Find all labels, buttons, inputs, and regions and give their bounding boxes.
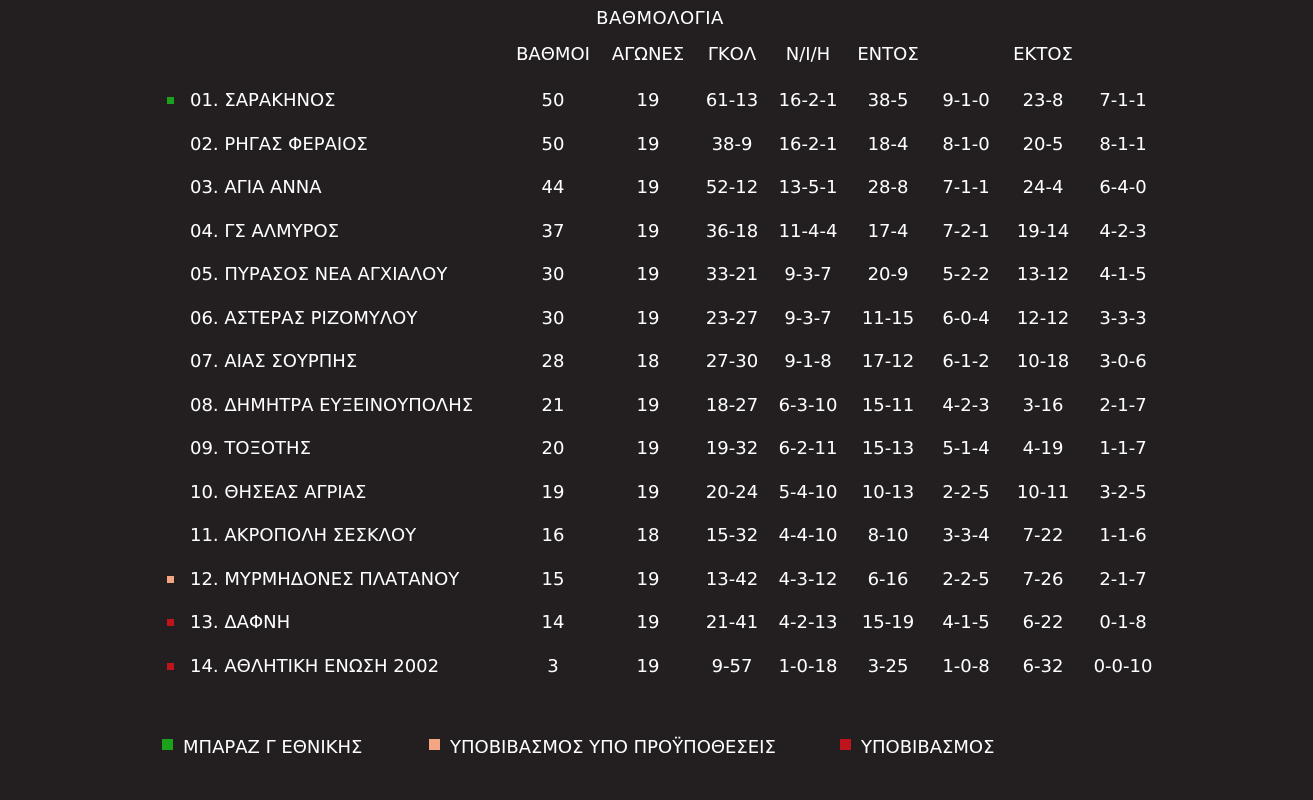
team-name: 06. ΑΣΤΕΡΑΣ ΡΙΖΟΜΥΛΟΥ — [190, 307, 418, 329]
cell-points: 19 — [541, 481, 565, 503]
cell-home-goals: 15-19 — [861, 612, 915, 633]
cell-points: 44 — [541, 177, 565, 198]
header-goals: ΓΚΟΛ — [707, 44, 757, 65]
cell-away-goals: 7-22 — [1022, 525, 1064, 546]
cell-games: 19 — [636, 655, 660, 677]
cell-goals: 19-32 — [705, 438, 759, 459]
cell-away-record: 4-1-5 — [1099, 264, 1147, 285]
cell-goals: 21-41 — [705, 612, 759, 633]
table-row — [0, 130, 1313, 160]
header-away: ΕΚΤΟΣ — [1013, 44, 1073, 65]
cell-home-goals: 18-4 — [867, 133, 909, 155]
standings-title: ΒΑΘΜΟΛΟΓΙΑ — [596, 8, 724, 29]
team-name: 09. ΤΟΞΟΤΗΣ — [190, 438, 311, 459]
cell-games: 19 — [636, 612, 660, 633]
cell-games: 18 — [636, 525, 660, 546]
cell-record: 4-3-12 — [778, 568, 838, 590]
cell-points: 14 — [541, 612, 565, 633]
cell-home-record: 5-2-2 — [942, 264, 990, 285]
cell-points: 28 — [541, 351, 565, 372]
cell-goals: 15-32 — [705, 525, 759, 546]
cell-record: 11-4-4 — [778, 220, 838, 242]
cell-away-record: 0-1-8 — [1099, 612, 1147, 633]
cell-home-record: 7-1-1 — [942, 177, 990, 198]
cell-away-goals: 10-18 — [1016, 351, 1070, 372]
cell-points: 21 — [541, 394, 565, 416]
table-row — [0, 173, 1313, 203]
cell-away-record: 2-1-7 — [1099, 394, 1147, 416]
team-name: 14. ΑΘΛΗΤΙΚΗ ΕΝΩΣΗ 2002 — [190, 655, 440, 677]
cell-away-goals: 7-26 — [1022, 568, 1064, 590]
team-name: 13. ΔΑΦΝΗ — [190, 612, 291, 633]
cell-home-record: 8-1-0 — [942, 133, 990, 155]
cell-away-record: 2-1-7 — [1099, 568, 1147, 590]
cell-games: 19 — [636, 394, 660, 416]
cell-home-goals: 11-15 — [861, 307, 915, 329]
cell-goals: 27-30 — [705, 351, 759, 372]
cell-home-goals: 10-13 — [861, 481, 915, 503]
cell-away-goals: 10-11 — [1016, 481, 1070, 503]
cell-goals: 23-27 — [705, 307, 759, 329]
table-row — [0, 565, 1313, 595]
cell-away-record: 0-0-10 — [1093, 655, 1153, 677]
cell-home-goals: 17-12 — [861, 351, 915, 372]
cell-home-record: 4-1-5 — [942, 612, 990, 633]
table-row — [0, 347, 1313, 377]
cell-games: 19 — [636, 264, 660, 285]
cell-away-goals: 4-19 — [1022, 438, 1064, 459]
cell-home-record: 5-1-4 — [942, 438, 990, 459]
cell-home-record: 4-2-3 — [942, 394, 990, 416]
cell-goals: 9-57 — [711, 655, 753, 677]
cell-home-record: 2-2-5 — [942, 481, 990, 503]
cell-games: 19 — [636, 90, 660, 111]
cell-record: 6-3-10 — [778, 394, 838, 416]
cell-away-record: 8-1-1 — [1099, 133, 1147, 155]
header-points: ΒΑΘΜΟΙ — [516, 44, 590, 65]
promotion-swatch-icon — [162, 739, 173, 750]
relegation-marker-icon — [167, 663, 174, 670]
cell-home-goals: 8-10 — [867, 525, 909, 546]
cell-points: 30 — [541, 307, 565, 329]
cell-home-goals: 20-9 — [867, 264, 909, 285]
cell-away-goals: 6-32 — [1022, 655, 1064, 677]
cell-away-record: 3-2-5 — [1099, 481, 1147, 503]
cell-record: 9-3-7 — [784, 307, 832, 329]
team-name: 08. ΔΗΜΗΤΡΑ ΕΥΞΕΙΝΟΥΠΟΛΗΣ — [190, 394, 474, 416]
cell-away-record: 7-1-1 — [1099, 90, 1147, 111]
cell-record: 1-0-18 — [778, 655, 838, 677]
cell-record: 13-5-1 — [778, 177, 838, 198]
cell-games: 19 — [636, 133, 660, 155]
cell-away-record: 6-4-0 — [1099, 177, 1147, 198]
table-row — [0, 478, 1313, 508]
team-name: 05. ΠΥΡΑΣΟΣ ΝΕΑ ΑΓΧΙΑΛΟΥ — [190, 264, 448, 285]
cell-home-record: 9-1-0 — [942, 90, 990, 111]
cell-record: 9-1-8 — [784, 351, 832, 372]
team-name: 10. ΘΗΣΕΑΣ ΑΓΡΙΑΣ — [190, 481, 367, 503]
cell-goals: 52-12 — [705, 177, 759, 198]
cell-record: 16-2-1 — [778, 133, 838, 155]
cell-away-goals: 19-14 — [1016, 220, 1070, 242]
team-name: 12. ΜΥΡΜΗΔΟΝΕΣ ΠΛΑΤΑΝΟΥ — [190, 568, 460, 590]
team-name: 03. ΑΓΙΑ ΑΝΝΑ — [190, 177, 322, 198]
cell-record: 9-3-7 — [784, 264, 832, 285]
conditional-relegation-marker-icon — [167, 576, 174, 583]
cell-points: 15 — [541, 568, 565, 590]
cell-away-record: 4-2-3 — [1099, 220, 1147, 242]
cell-goals: 13-42 — [705, 568, 759, 590]
cell-goals: 36-18 — [705, 220, 759, 242]
cell-home-goals: 15-11 — [861, 394, 915, 416]
team-name: 07. ΑΙΑΣ ΣΟΥΡΠΗΣ — [190, 351, 358, 372]
cell-away-goals: 3-16 — [1022, 394, 1064, 416]
table-row — [0, 304, 1313, 334]
cell-home-record: 6-0-4 — [942, 307, 990, 329]
team-name: 11. ΑΚΡΟΠΟΛΗ ΣΕΣΚΛΟΥ — [190, 525, 417, 546]
team-name: 01. ΣΑΡΑΚΗΝΟΣ — [190, 90, 336, 111]
cell-points: 50 — [541, 90, 565, 111]
cell-away-record: 1-1-6 — [1099, 525, 1147, 546]
cell-home-goals: 6-16 — [867, 568, 909, 590]
cell-away-goals: 24-4 — [1022, 177, 1064, 198]
cell-away-record: 3-3-3 — [1099, 307, 1147, 329]
cell-away-goals: 12-12 — [1016, 307, 1070, 329]
cell-points: 37 — [541, 220, 565, 242]
conditional-relegation-swatch-icon — [429, 739, 440, 750]
cell-points: 50 — [541, 133, 565, 155]
cell-goals: 20-24 — [705, 481, 759, 503]
cell-home-record: 6-1-2 — [942, 351, 990, 372]
cell-away-goals: 13-12 — [1016, 264, 1070, 285]
legend — [0, 737, 1313, 763]
cell-record: 16-2-1 — [778, 90, 838, 111]
cell-home-goals: 38-5 — [867, 90, 909, 111]
table-row — [0, 391, 1313, 421]
table-row — [0, 86, 1313, 116]
cell-home-record: 3-3-4 — [942, 525, 990, 546]
cell-goals: 61-13 — [705, 90, 759, 111]
cell-away-record: 1-1-7 — [1099, 438, 1147, 459]
cell-points: 30 — [541, 264, 565, 285]
cell-record: 4-2-13 — [778, 612, 838, 633]
cell-games: 19 — [636, 568, 660, 590]
cell-goals: 18-27 — [705, 394, 759, 416]
cell-away-goals: 23-8 — [1022, 90, 1064, 111]
cell-record: 6-2-11 — [778, 438, 838, 459]
cell-games: 18 — [636, 351, 660, 372]
cell-record: 4-4-10 — [778, 525, 838, 546]
table-row — [0, 217, 1313, 247]
cell-home-goals: 17-4 — [867, 220, 909, 242]
cell-record: 5-4-10 — [778, 481, 838, 503]
table-row — [0, 521, 1313, 551]
cell-points: 16 — [541, 525, 565, 546]
cell-home-record: 1-0-8 — [942, 655, 990, 677]
cell-home-record: 7-2-1 — [942, 220, 990, 242]
cell-home-record: 2-2-5 — [942, 568, 990, 590]
cell-games: 19 — [636, 177, 660, 198]
cell-goals: 38-9 — [711, 133, 753, 155]
legend-label: ΥΠΟΒΙΒΑΣΜΟΣ ΥΠΟ ΠΡΟΫΠΟΘΕΣΕΙΣ — [450, 737, 776, 758]
cell-away-goals: 20-5 — [1022, 133, 1064, 155]
cell-games: 19 — [636, 220, 660, 242]
cell-games: 19 — [636, 438, 660, 459]
cell-points: 3 — [547, 655, 559, 677]
cell-points: 20 — [541, 438, 565, 459]
legend-label: ΥΠΟΒΙΒΑΣΜΟΣ — [861, 737, 995, 758]
table-row — [0, 260, 1313, 290]
relegation-marker-icon — [167, 619, 174, 626]
cell-away-goals: 6-22 — [1022, 612, 1064, 633]
cell-home-goals: 28-8 — [867, 177, 909, 198]
cell-games: 19 — [636, 481, 660, 503]
team-name: 02. ΡΗΓΑΣ ΦΕΡΑΙΟΣ — [190, 133, 368, 155]
table-row — [0, 652, 1313, 682]
table-row — [0, 434, 1313, 464]
cell-home-goals: 3-25 — [867, 655, 909, 677]
header-home: ΕΝΤΟΣ — [857, 44, 919, 65]
legend-label: ΜΠΑΡΑΖ Γ ΕΘΝΙΚΗΣ — [183, 737, 363, 758]
table-row — [0, 608, 1313, 638]
cell-goals: 33-21 — [705, 264, 759, 285]
promotion-marker-icon — [167, 97, 174, 104]
relegation-swatch-icon — [840, 739, 851, 750]
cell-home-goals: 15-13 — [861, 438, 915, 459]
team-name: 04. ΓΣ ΑΛΜΥΡΟΣ — [190, 220, 340, 242]
cell-games: 19 — [636, 307, 660, 329]
cell-away-record: 3-0-6 — [1099, 351, 1147, 372]
header-games: ΑΓΩΝΕΣ — [611, 44, 685, 65]
header-record: Ν/Ι/Η — [785, 44, 831, 65]
